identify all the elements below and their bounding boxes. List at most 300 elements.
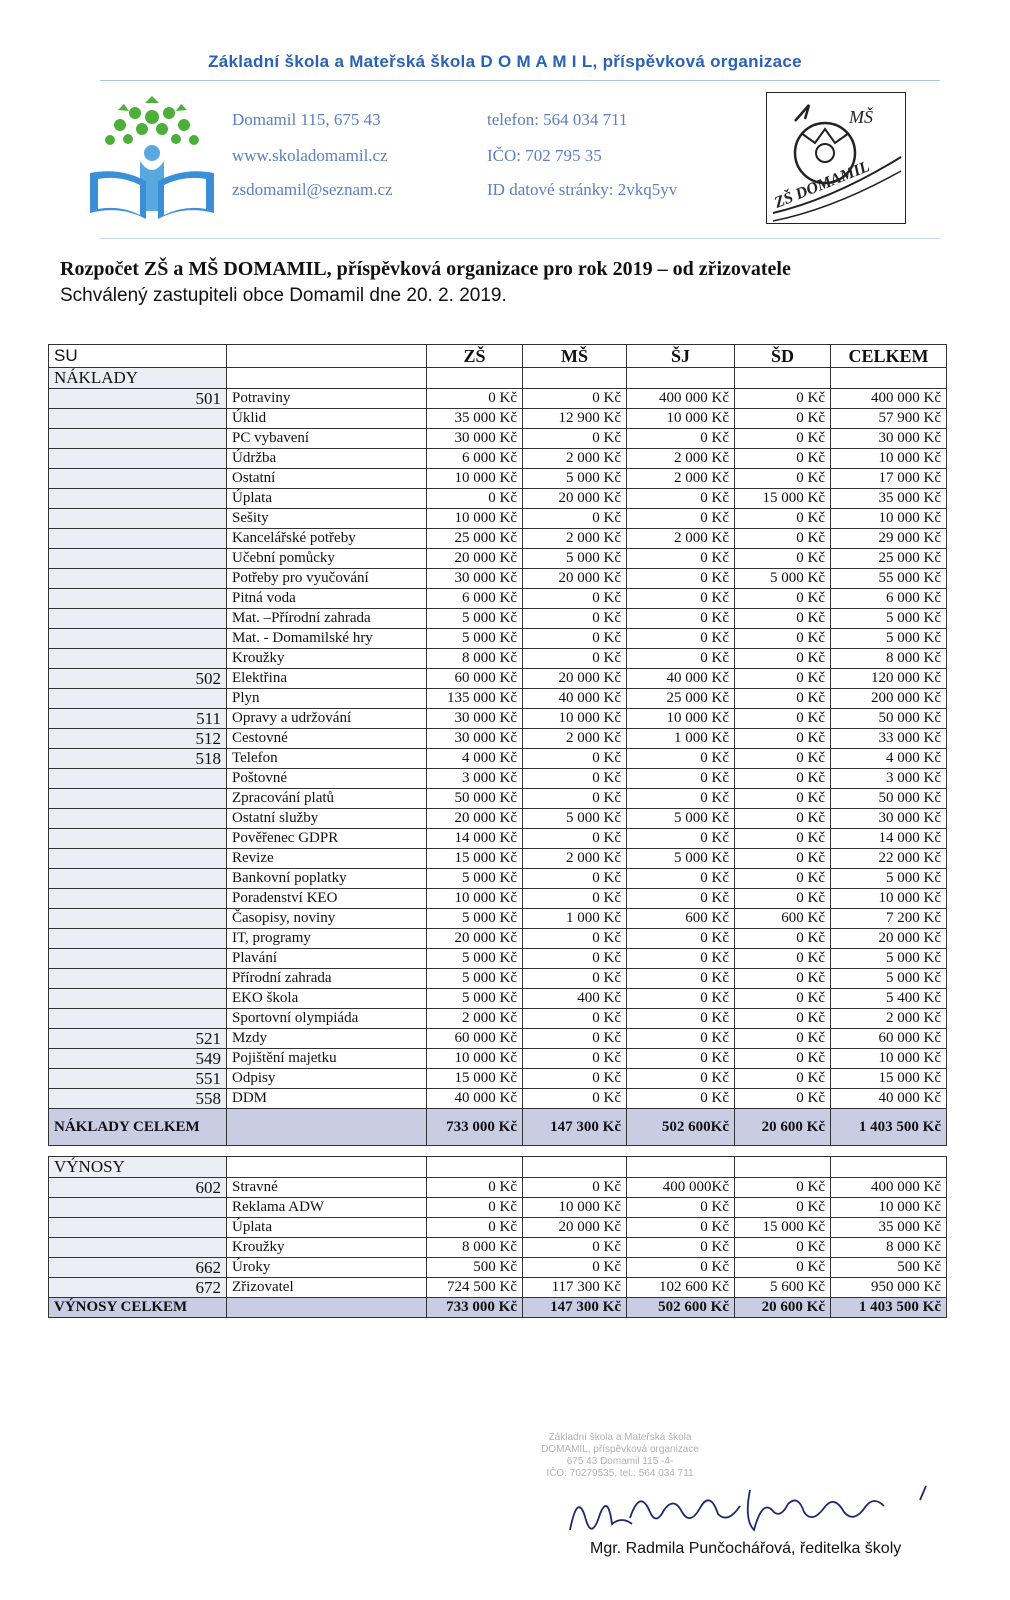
amount-cell: 0 Kč [523,869,627,889]
amount-cell: 0 Kč [735,629,831,649]
item-label: Kroužky [227,1238,427,1258]
amount-cell: 1 000 Kč [523,909,627,929]
amount-cell: 10 000 Kč [427,469,523,489]
amount-cell: 0 Kč [627,549,735,569]
account-code [49,589,227,609]
item-label: Stravné [227,1178,427,1198]
table-row [49,1178,947,1198]
account-code: 511 [49,709,227,729]
empty-cell [227,1157,427,1178]
amount-cell: 5 000 Kč [831,629,947,649]
amount-cell: 0 Kč [523,1258,627,1278]
account-code: 512 [49,729,227,749]
amount-cell: 0 Kč [523,629,627,649]
total-amount-cell: 20 600 Kč [735,1109,831,1146]
amount-cell: 4 000 Kč [831,749,947,769]
amount-cell: 15 000 Kč [427,849,523,869]
account-code: 662 [49,1258,227,1278]
amount-cell: 0 Kč [627,949,735,969]
table-row [49,849,947,869]
amount-cell: 0 Kč [627,589,735,609]
amount-cell: 35 000 Kč [831,1218,947,1238]
item-label: Učební pomůcky [227,549,427,569]
column-header: MŠ [523,345,627,368]
amount-cell: 15 000 Kč [831,1069,947,1089]
amount-cell: 20 000 Kč [831,929,947,949]
table-row [49,749,947,769]
table-row [49,769,947,789]
amount-cell: 10 000 Kč [831,1049,947,1069]
amount-cell: 35 000 Kč [831,489,947,509]
amount-cell: 0 Kč [627,609,735,629]
column-header: ŠJ [627,345,735,368]
empty-cell [831,1157,947,1178]
amount-cell: 25 000 Kč [427,529,523,549]
budget-table-body [49,345,947,1318]
item-label: Telefon [227,749,427,769]
amount-cell: 120 000 Kč [831,669,947,689]
account-code: 502 [49,669,227,689]
header-divider [100,80,940,81]
amount-cell: 0 Kč [523,1069,627,1089]
amount-cell: 0 Kč [627,629,735,649]
account-code [49,449,227,469]
account-code [49,509,227,529]
amount-cell: 35 000 Kč [427,409,523,429]
amount-cell: 3 000 Kč [831,769,947,789]
amount-cell: 5 600 Kč [735,1278,831,1298]
amount-cell: 0 Kč [627,929,735,949]
table-row [49,729,947,749]
table-row [49,609,947,629]
amount-cell: 30 000 Kč [831,809,947,829]
item-label: Potřeby pro vyučování [227,569,427,589]
amount-cell: 5 000 Kč [427,629,523,649]
amount-cell: 0 Kč [427,1218,523,1238]
table-row [49,469,947,489]
account-code [49,649,227,669]
amount-cell: 0 Kč [523,769,627,789]
empty-cell [227,1298,427,1318]
item-label: Potraviny [227,389,427,409]
amount-cell: 2 000 Kč [523,729,627,749]
account-code [49,949,227,969]
amount-cell: 0 Kč [523,789,627,809]
account-code [49,549,227,569]
amount-cell: 0 Kč [735,969,831,989]
item-label: Zřizovatel [227,1278,427,1298]
amount-cell: 0 Kč [735,769,831,789]
empty-cell [427,368,523,389]
item-label: Úplata [227,489,427,509]
amount-cell: 10 000 Kč [523,709,627,729]
amount-cell: 5 400 Kč [831,989,947,1009]
amount-cell: 0 Kč [735,1258,831,1278]
amount-cell: 0 Kč [735,669,831,689]
amount-cell: 0 Kč [523,969,627,989]
total-amount-cell: 147 300 Kč [523,1109,627,1146]
amount-cell: 0 Kč [735,529,831,549]
amount-cell: 5 000 Kč [427,869,523,889]
item-label: Bankovní poplatky [227,869,427,889]
empty-cell [627,368,735,389]
official-stamp [520,1432,720,1480]
amount-cell: 2 000 Kč [627,529,735,549]
item-label: Pojištění majetku [227,1049,427,1069]
amount-cell: 10 000 Kč [427,889,523,909]
amount-cell: 0 Kč [523,1238,627,1258]
empty-cell [427,1157,523,1178]
amount-cell: 0 Kč [627,989,735,1009]
amount-cell: 500 Kč [831,1258,947,1278]
amount-cell: 5 000 Kč [627,849,735,869]
spacer-row [49,1146,947,1157]
amount-cell: 117 300 Kč [523,1278,627,1298]
amount-cell: 400 000 Kč [831,1178,947,1198]
amount-cell: 0 Kč [627,769,735,789]
amount-cell: 5 000 Kč [831,869,947,889]
column-header: CELKEM [831,345,947,368]
amount-cell: 0 Kč [627,1258,735,1278]
amount-cell: 0 Kč [627,1238,735,1258]
total-amount-cell: 20 600 Kč [735,1298,831,1318]
empty-cell [523,368,627,389]
table-row [49,669,947,689]
amount-cell: 60 000 Kč [427,1029,523,1049]
amount-cell: 0 Kč [627,1029,735,1049]
item-label: Pověřenec GDPR [227,829,427,849]
amount-cell: 30 000 Kč [427,709,523,729]
amount-cell: 5 000 Kč [427,989,523,1009]
amount-cell: 400 000 Kč [627,389,735,409]
table-row [49,409,947,429]
amount-cell: 0 Kč [735,449,831,469]
amount-cell: 0 Kč [523,429,627,449]
amount-cell: 0 Kč [427,489,523,509]
amount-cell: 5 000 Kč [831,969,947,989]
stamp-line: DOMAMIL, příspěvková organizace [541,1444,699,1455]
amount-cell: 5 000 Kč [427,949,523,969]
amount-cell: 20 000 Kč [523,569,627,589]
account-code: 501 [49,389,227,409]
table-row [49,649,947,669]
amount-cell: 0 Kč [735,1029,831,1049]
empty-cell [735,368,831,389]
amount-cell: 0 Kč [523,389,627,409]
budget-table [48,344,947,1318]
account-code [49,569,227,589]
amount-cell: 500 Kč [427,1258,523,1278]
item-label: Kroužky [227,649,427,669]
amount-cell: 30 000 Kč [831,429,947,449]
item-label: Plyn [227,689,427,709]
amount-cell: 0 Kč [627,869,735,889]
amount-cell: 2 000 Kč [523,529,627,549]
amount-cell: 10 000 Kč [427,509,523,529]
amount-cell: 25 000 Kč [831,549,947,569]
account-code [49,609,227,629]
amount-cell: 8 000 Kč [427,649,523,669]
item-label: Úroky [227,1258,427,1278]
table-row [49,689,947,709]
amount-cell: 0 Kč [735,469,831,489]
account-code [49,909,227,929]
table-row [49,509,947,529]
amount-cell: 10 000 Kč [831,449,947,469]
amount-cell: 5 000 Kč [427,609,523,629]
amount-cell: 2 000 Kč [831,1009,947,1029]
amount-cell: 0 Kč [523,889,627,909]
document-title: Rozpočet ZŠ a MŠ DOMAMIL, příspěvková organizace pro rok 2019 – od zřizovatele [60,258,791,280]
item-label: Mat. - Domamilské hry [227,629,427,649]
amount-cell: 0 Kč [627,1218,735,1238]
total-amount-cell: 1 403 500 Kč [831,1298,947,1318]
account-code: 672 [49,1278,227,1298]
amount-cell: 0 Kč [735,989,831,1009]
amount-cell: 10 000 Kč [831,889,947,909]
account-code [49,1238,227,1258]
account-code [49,429,227,449]
total-amount-cell: 502 600 Kč [627,1298,735,1318]
school-name: Základní škola a Mateřská škola D O M A M I L, příspěvková organizace [208,52,802,71]
table-row [49,629,947,649]
amount-cell: 0 Kč [627,1198,735,1218]
account-code [49,1218,227,1238]
amount-cell: 0 Kč [735,709,831,729]
table-row [49,709,947,729]
amount-cell: 0 Kč [523,829,627,849]
svg-text:ZŠ DOMAMIL: ZŠ DOMAMIL [772,158,873,212]
amount-cell: 0 Kč [735,589,831,609]
account-code [49,929,227,949]
amount-cell: 6 000 Kč [831,589,947,609]
contact-web: www.skoladomamil.cz [232,146,388,165]
contact-phone: telefon: 564 034 711 [487,110,628,129]
item-label: Elektřina [227,669,427,689]
item-label: Úplata [227,1218,427,1238]
amount-cell: 0 Kč [627,749,735,769]
total-amount-cell: 147 300 Kč [523,1298,627,1318]
amount-cell: 0 Kč [735,949,831,969]
amount-cell: 0 Kč [627,649,735,669]
amount-cell: 0 Kč [735,829,831,849]
amount-cell: 0 Kč [735,649,831,669]
account-code [49,489,227,509]
amount-cell: 0 Kč [627,1009,735,1029]
amount-cell: 55 000 Kč [831,569,947,589]
table-row [49,969,947,989]
item-label: Sešity [227,509,427,529]
amount-cell: 10 000 Kč [831,1198,947,1218]
amount-cell: 30 000 Kč [427,429,523,449]
item-label: Přírodní zahrada [227,969,427,989]
signature-name: Mgr. Radmila Punčochářová, ředitelka školy [590,1540,902,1557]
amount-cell: 60 000 Kč [427,669,523,689]
amount-cell: 33 000 Kč [831,729,947,749]
amount-cell: 0 Kč [735,1198,831,1218]
amount-cell: 20 000 Kč [523,489,627,509]
amount-cell: 5 000 Kč [523,469,627,489]
table-row [49,1009,947,1029]
total-amount-cell: 502 600Kč [627,1109,735,1146]
column-header: ŠD [735,345,831,368]
amount-cell: 0 Kč [523,949,627,969]
item-label: IT, programy [227,929,427,949]
expenses-total-row [49,1109,947,1146]
item-label: Cestovné [227,729,427,749]
spacer-cell [49,1146,947,1157]
account-code [49,789,227,809]
amount-cell: 400 000 Kč [831,389,947,409]
amount-cell: 30 000 Kč [427,569,523,589]
amount-cell: 14 000 Kč [427,829,523,849]
table-row [49,809,947,829]
amount-cell: 0 Kč [735,749,831,769]
account-code [49,409,227,429]
amount-cell: 10 000 Kč [627,409,735,429]
stamp-line: IČO: 70279535, tel.: 564 034 711 [546,1468,694,1479]
stamp-line: 675 43 Domamil 115 -4- [566,1456,674,1467]
amount-cell: 15 000 Kč [427,1069,523,1089]
total-amount-cell: 1 403 500 Kč [831,1109,947,1146]
document-subtitle: Schválený zastupiteli obce Domamil dne 20. 2. 2019. [60,285,507,306]
amount-cell: 5 000 Kč [523,809,627,829]
amount-cell: 0 Kč [735,789,831,809]
table-row [49,1278,947,1298]
account-code: 602 [49,1178,227,1198]
account-code: 551 [49,1069,227,1089]
section-label-expenses: NÁKLADY [49,368,227,389]
amount-cell: 8 000 Kč [831,1238,947,1258]
table-row [49,889,947,909]
amount-cell: 7 200 Kč [831,909,947,929]
item-label: Časopisy, noviny [227,909,427,929]
table-row [49,1238,947,1258]
item-label: Sportovní olympiáda [227,1009,427,1029]
total-amount-cell: 733 000 Kč [427,1298,523,1318]
amount-cell: 0 Kč [427,389,523,409]
amount-cell: 20 000 Kč [427,929,523,949]
table-row [49,1258,947,1278]
table-row [49,989,947,1009]
amount-cell: 0 Kč [627,509,735,529]
section-row-revenue [49,1157,947,1178]
amount-cell: 0 Kč [523,749,627,769]
item-label: Ostatní [227,469,427,489]
amount-cell: 0 Kč [735,409,831,429]
revenue-total-label: VÝNOSY CELKEM [49,1298,227,1318]
amount-cell: 2 000 Kč [627,469,735,489]
amount-cell: 0 Kč [523,649,627,669]
amount-cell: 0 Kč [735,869,831,889]
amount-cell: 50 000 Kč [427,789,523,809]
total-amount-cell: 733 000 Kč [427,1109,523,1146]
item-label: Opravy a udržování [227,709,427,729]
amount-cell: 40 000 Kč [523,689,627,709]
amount-cell: 0 Kč [627,789,735,809]
table-row [49,949,947,969]
table-row [49,449,947,469]
amount-cell: 200 000 Kč [831,689,947,709]
account-code [49,969,227,989]
section-row-expenses [49,368,947,389]
amount-cell: 400 Kč [523,989,627,1009]
amount-cell: 0 Kč [427,1178,523,1198]
amount-cell: 0 Kč [523,1049,627,1069]
account-code [49,529,227,549]
amount-cell: 20 000 Kč [523,669,627,689]
amount-cell: 0 Kč [735,929,831,949]
item-label: PC vybavení [227,429,427,449]
table-row [49,429,947,449]
tree-book-icon [90,95,215,225]
table-row [49,1198,947,1218]
amount-cell: 0 Kč [735,609,831,629]
amount-cell: 0 Kč [523,509,627,529]
account-code [49,829,227,849]
amount-cell: 0 Kč [627,1069,735,1089]
handwritten-signature [560,1480,940,1540]
item-label: Kancelářské potřeby [227,529,427,549]
amount-cell: 0 Kč [427,1198,523,1218]
amount-cell: 5 000 Kč [427,969,523,989]
amount-cell: 20 000 Kč [427,549,523,569]
contact-email: zsdomamil@seznam.cz [232,180,393,199]
amount-cell: 15 000 Kč [735,1218,831,1238]
section-label-revenue: VÝNOSY [49,1157,227,1178]
amount-cell: 0 Kč [523,1029,627,1049]
amount-cell: 2 000 Kč [523,449,627,469]
amount-cell: 10 000 Kč [523,1198,627,1218]
amount-cell: 600 Kč [735,909,831,929]
amount-cell: 2 000 Kč [427,1009,523,1029]
svg-text:MŠ: MŠ [849,107,873,127]
amount-cell: 0 Kč [627,1089,735,1109]
amount-cell: 5 000 Kč [627,809,735,829]
amount-cell: 6 000 Kč [427,449,523,469]
item-label: Ostatní služby [227,809,427,829]
amount-cell: 4 000 Kč [427,749,523,769]
amount-cell: 0 Kč [735,849,831,869]
amount-cell: 1 000 Kč [627,729,735,749]
amount-cell: 8 000 Kč [427,1238,523,1258]
school-logo [90,95,215,225]
amount-cell: 17 000 Kč [831,469,947,489]
amount-cell: 0 Kč [735,1089,831,1109]
amount-cell: 0 Kč [627,429,735,449]
item-label: Poradenství KEO [227,889,427,909]
column-header-su: SU [49,345,227,368]
account-code [49,469,227,489]
amount-cell: 8 000 Kč [831,649,947,669]
account-code [49,849,227,869]
table-row [49,529,947,549]
amount-cell: 0 Kč [523,929,627,949]
item-label: Pitná voda [227,589,427,609]
amount-cell: 10 000 Kč [627,709,735,729]
amount-cell: 0 Kč [735,1049,831,1069]
amount-cell: 0 Kč [735,809,831,829]
item-label: DDM [227,1089,427,1109]
account-code [49,1198,227,1218]
school-badge-icon [767,93,905,223]
table-row [49,789,947,809]
table-row [49,1089,947,1109]
amount-cell: 20 000 Kč [523,1218,627,1238]
amount-cell: 0 Kč [735,549,831,569]
amount-cell: 29 000 Kč [831,529,947,549]
amount-cell: 0 Kč [627,489,735,509]
